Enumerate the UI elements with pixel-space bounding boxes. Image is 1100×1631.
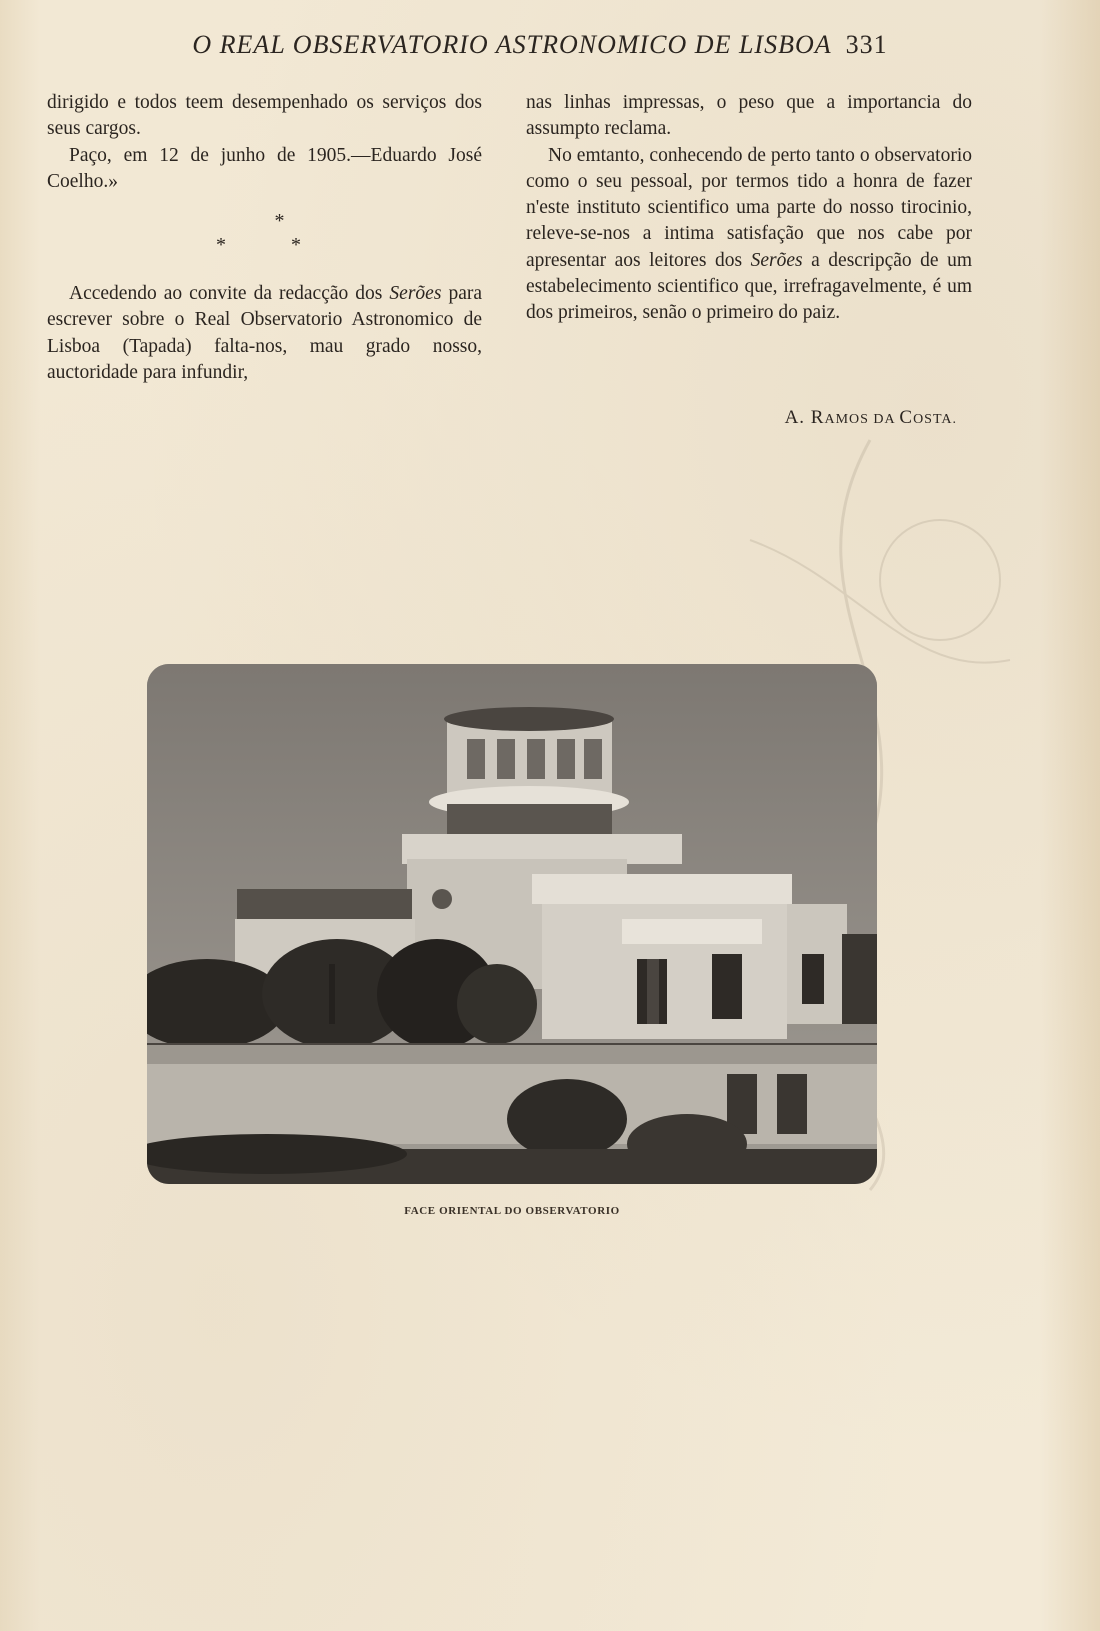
main-italic: Serões	[750, 249, 803, 271]
intro-text-b: para escrever sobre o Real Observatorio Astronomico de Lisboa (Tapada) falta-nos, mau grado nosso, auctoridade para infundir,	[47, 283, 483, 384]
intro-text-a: Accedendo ao convite da redacção dos	[69, 283, 390, 305]
intro-italic: Serões	[389, 283, 442, 305]
asterism	[47, 209, 482, 257]
observatory-illustration	[147, 664, 877, 1184]
left-column	[47, 90, 482, 386]
right-column	[526, 90, 972, 327]
header-title: O REAL OBSERVATORIO ASTRONOMICO DE LISBOA	[192, 30, 832, 59]
running-header	[120, 30, 960, 60]
sig-part3: OSTA.	[913, 412, 957, 427]
main-text-b: a descripção de um estabelecimento scientifico que, irrefragavelmente, é um dos primeiros, senão o primeiro do paiz.	[526, 249, 972, 324]
sig-part2: C	[899, 407, 914, 428]
sig-part1: AMOS DA	[824, 412, 900, 427]
page-number: 331	[845, 30, 888, 59]
paragraph-continued: dirigido e todos teem desempenhado os serviços dos seus cargos.	[47, 92, 482, 140]
paragraph-continued-right: nas linhas impressas, o peso que a importancia do assumpto reclama.	[526, 92, 972, 140]
asterism-bottom: * *	[216, 234, 331, 257]
observatory-photo	[147, 664, 877, 1184]
main-text-a: No emtanto, conhecendo de perto tanto o observatorio como o seu pessoal, por termos tido a honra de fazer n'este instituto scientifico uma parte do nosso tirocinio, releve-se-nos a intima satisfação que nos cabe por apresentar aos leitores dos	[526, 144, 972, 271]
paragraph-main	[526, 143, 972, 327]
paragraph-dateline: Paço, em 12 de junho de 1905.—Eduardo José Coelho.»	[47, 144, 482, 192]
figure-caption: FACE ORIENTAL DO OBSERVATORIO	[404, 1205, 620, 1217]
asterism-top: *	[274, 210, 285, 233]
author-signature	[785, 407, 957, 429]
sig-initial: A. R	[784, 407, 825, 428]
paragraph-intro	[47, 281, 482, 386]
